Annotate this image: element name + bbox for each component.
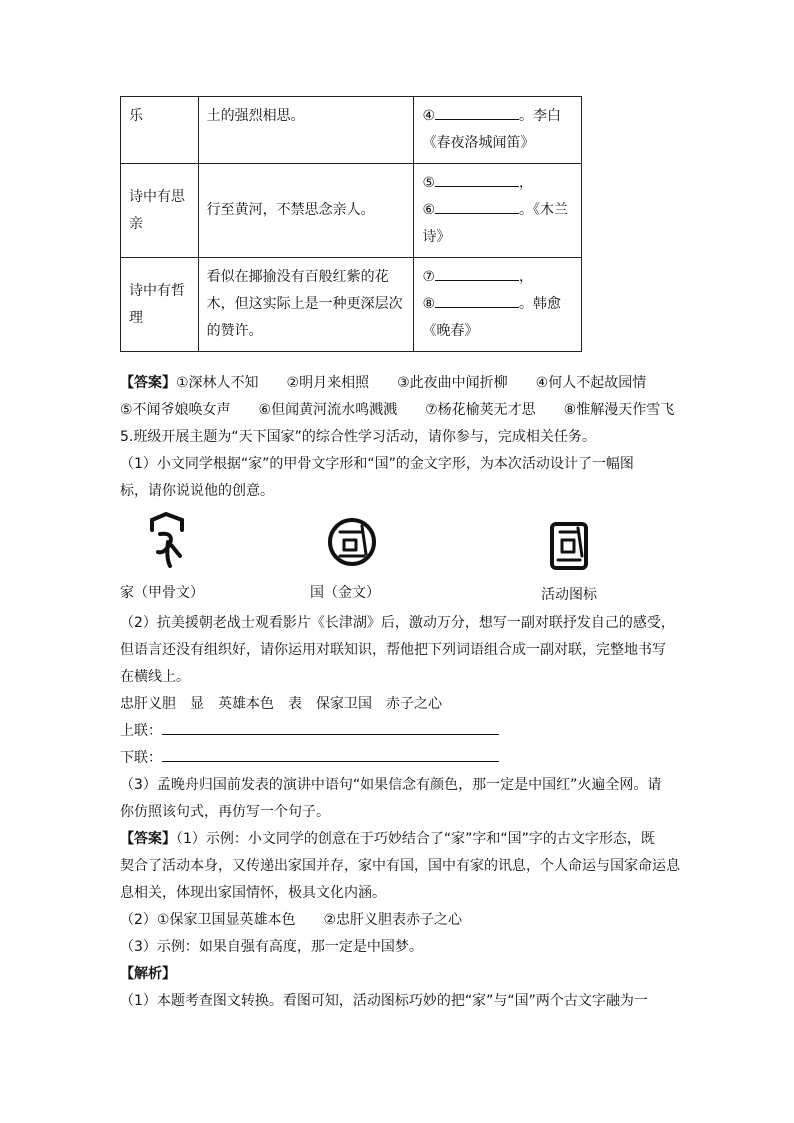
answer-line: 契合了活动本身，又传递出家国并存，家中有国，国中有家的讯息，个人命运与国家命运息	[120, 858, 680, 874]
answer-cell: ⑦ ， ⑧ 。韩愈《晚春》	[414, 258, 582, 352]
fill-blank	[435, 199, 519, 214]
desc-cell: 行至黄河，不禁思念亲人。	[198, 164, 414, 258]
theme-cell: 乐	[121, 97, 199, 164]
lower-couplet-line: 下联：	[120, 745, 680, 772]
analysis-label: 【解析】	[120, 966, 176, 982]
table-row	[121, 258, 582, 352]
guo-bronze-glyph-icon	[326, 516, 378, 568]
question-text: 在横线上。	[120, 669, 190, 685]
fill-blank	[435, 172, 519, 187]
word-list: 忠肝义胆 显 英雄本色 表 保家卫国 赤子之心	[120, 696, 442, 712]
activity-logo-icon	[548, 520, 590, 572]
jia-oracle-glyph-icon	[146, 512, 188, 570]
answer-line: 【答案】（1）示例：小文同学的创意在于巧妙结合了“家”字和“国”字的古文字形态，既	[120, 831, 655, 847]
answer-cell: ④ 。李白 《春夜洛城闻笛》	[414, 97, 582, 164]
theme-cell: 诗中有哲理	[121, 258, 199, 352]
caption-jia: 家（甲骨文）	[120, 585, 204, 601]
fill-blank	[435, 293, 519, 308]
caption-guo: 国（金文）	[310, 585, 380, 601]
answer-cell: ⑤ ， ⑥ 。《木兰诗》	[414, 164, 582, 258]
answer-line: （3）示例：如果自强有高度，那一定是中国梦。	[120, 939, 423, 955]
analysis-line: （1）本题考查图文转换。看图可知，活动图标巧妙的把“家”与“国”两个古文字融为一	[120, 993, 648, 1009]
question-text: （3）孟晚舟归国前发表的演讲中语句“如果信念有颜色，那一定是中国红”火遍全网。请	[120, 777, 662, 793]
poem-table	[120, 96, 582, 352]
caption-logo: 活动图标	[541, 587, 597, 603]
answer-line: 息相关，体现出家国情怀，极具文化内涵。	[120, 885, 386, 901]
answer-line-2: ⑤不闻爷娘唤女声 ⑥但闻黄河流水鸣溅溅 ⑦杨花榆荚无才思 ⑧惟解漫天作雪飞	[120, 402, 675, 418]
upper-couplet-input[interactable]	[162, 719, 499, 735]
answer-line-1: 【答案】①深林人不知 ②明月来相照 ③此夜曲中闻折柳 ④何人不起故园情	[120, 375, 647, 391]
fill-blank	[435, 266, 519, 281]
upper-couplet-line: 上联：	[120, 718, 680, 745]
question-text: 你仿照该句式，再仿写一个句子。	[120, 804, 330, 820]
desc-cell: 土的强烈相思。	[198, 97, 414, 164]
question-text: （2）抗美援朝老战士观看影片《长津湖》后，激动万分，想写一副对联抒发自己的感受，	[120, 615, 675, 631]
lower-couplet-input[interactable]	[162, 746, 499, 762]
desc-cell: 看似在揶揄没有百般红紫的花木，但这实际上是一种更深层次的赞许。	[198, 258, 414, 352]
question-text: 但语言还没有组织好，请你运用对联知识，帮他把下列词语组合成一副对联，完整地书写	[120, 642, 666, 658]
table-row	[121, 164, 582, 258]
theme-cell: 诗中有思亲	[121, 164, 199, 258]
table-row	[121, 97, 582, 164]
question-title: 5.班级开展主题为“天下国家”的综合性学习活动，请你参与，完成相关任务。	[120, 429, 596, 445]
question-text: （1）小文同学根据“家”的甲骨文字形和“国”的金文字形，为本次活动设计了一幅图	[120, 456, 634, 472]
fill-blank	[435, 105, 519, 120]
answer-line: （2）①保家卫国显英雄本色 ②忠肝义胆表赤子之心	[120, 912, 463, 928]
question-text: 标，请你说说他的创意。	[120, 483, 274, 499]
